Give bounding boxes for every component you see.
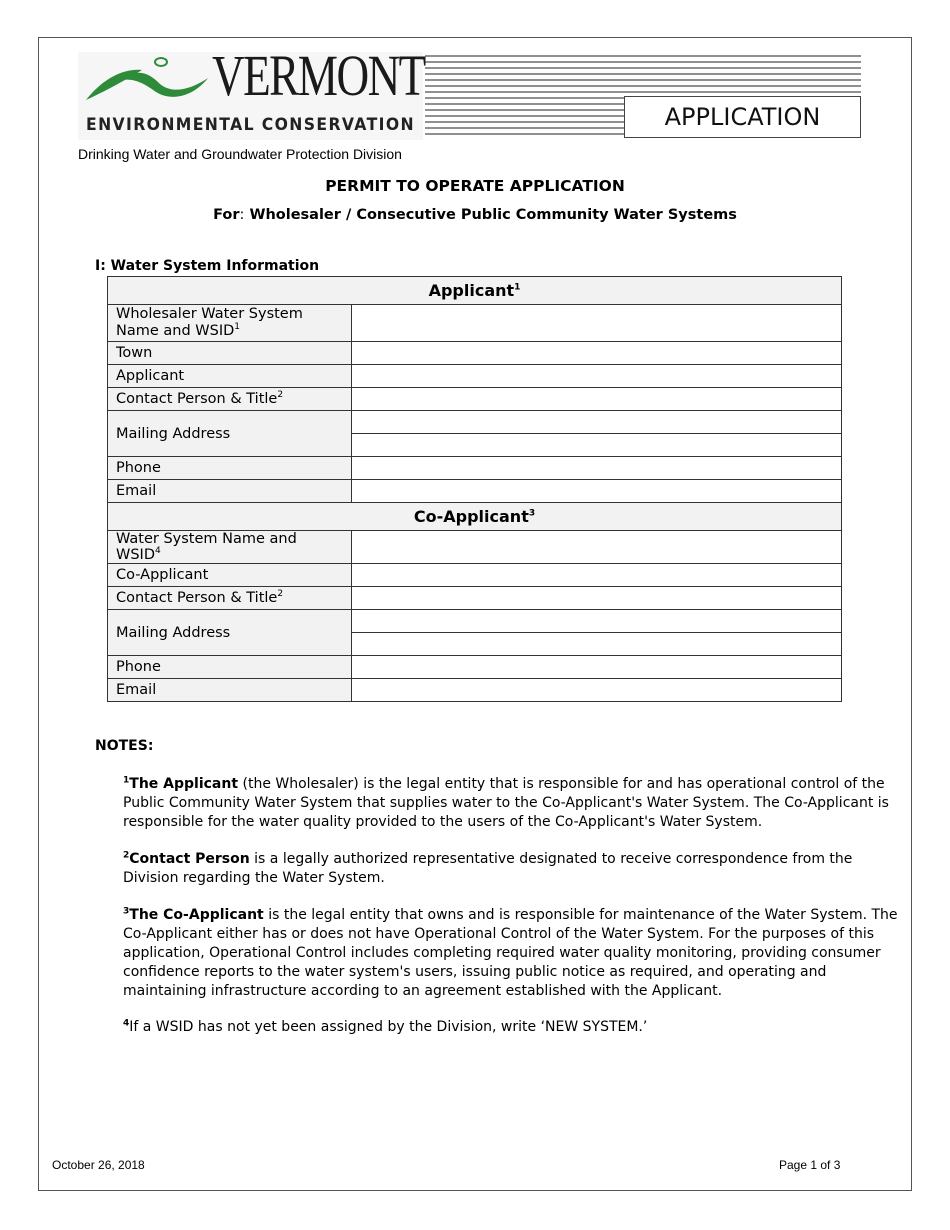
water-system-info-table	[107, 276, 842, 702]
note-wsid	[123, 1018, 898, 1037]
note-term: The Co-Applicant	[129, 907, 264, 923]
note-coapplicant	[123, 906, 898, 1001]
co-system-name-label	[108, 531, 352, 564]
footnote-ref: 4	[154, 546, 161, 557]
footnote-number: 2	[123, 850, 130, 861]
note-applicant	[123, 775, 898, 832]
applicant-field[interactable]	[352, 365, 842, 388]
logo-wordmark: VERMONT	[212, 43, 425, 108]
co-contact-person-field[interactable]	[352, 587, 842, 610]
applicant-heading	[108, 277, 842, 305]
applicant-heading-text: Applicant	[428, 281, 515, 300]
wholesaler-name-label-text: Wholesaler Water System Name and WSID	[116, 306, 303, 339]
note-text: is the legal entity that owns and is responsible for maintenance of the Water System. The Co-Applicant either has or does not have Operational Control of the Water System. For the purposes of this application, Operational Control includes completing required water quality monitoring, providing consumer confidence reports to the water system's users, issuing public notice as required, and operating and maintaining infrastructure according to an agreement established with the Applicant.	[123, 907, 898, 999]
footnote-number: 4	[123, 1018, 130, 1029]
footnote-ref: 2	[277, 589, 284, 600]
coapplicant-heading-text: Co-Applicant	[413, 507, 529, 526]
contact-label-text: Contact Person & Title	[116, 391, 278, 407]
applicant-label: Applicant	[108, 365, 352, 388]
mailing-address-label: Mailing Address	[108, 411, 352, 457]
co-phone-label: Phone	[108, 656, 352, 679]
co-contact-label-text: Contact Person & Title	[116, 590, 278, 606]
division-name: Drinking Water and Groundwater Protection Division	[78, 146, 402, 162]
phone-label: Phone	[108, 457, 352, 480]
co-phone-field[interactable]	[352, 656, 842, 679]
email-label: Email	[108, 480, 352, 503]
coapplicant-heading	[108, 503, 842, 531]
notes-heading: NOTES:	[95, 738, 154, 754]
subtitle-colon: :	[239, 207, 245, 223]
page-title: PERMIT TO OPERATE APPLICATION	[325, 177, 625, 195]
town-label: Town	[108, 342, 352, 365]
footer-page-number: Page 1 of 3	[779, 1158, 841, 1172]
logo-subtitle: ENVIRONMENTAL CONSERVATION	[86, 115, 415, 135]
co-mailing-address-line1-field[interactable]	[352, 610, 842, 633]
co-email-label: Email	[108, 679, 352, 702]
subtitle-prefix: For	[213, 207, 240, 223]
coapplicant-field[interactable]	[352, 564, 842, 587]
note-term: The Applicant	[129, 776, 239, 792]
coapplicant-label: Co-Applicant	[108, 564, 352, 587]
mailing-address-line2-field[interactable]	[352, 434, 842, 457]
mailing-address-line1-field[interactable]	[352, 411, 842, 434]
footnote-ref: 2	[277, 390, 284, 401]
note-text: If a WSID has not yet been assigned by the Division, write ‘NEW SYSTEM.’	[129, 1019, 648, 1035]
footer-date: October 26, 2018	[52, 1158, 145, 1172]
note-term: Contact Person	[129, 851, 250, 867]
footnote-number: 1	[123, 775, 130, 786]
wholesaler-name-field[interactable]	[352, 305, 842, 342]
wholesaler-name-label	[108, 305, 352, 342]
subtitle-text: Wholesaler / Consecutive Public Community Water Systems	[249, 207, 737, 223]
footnote-ref: 1	[234, 322, 240, 333]
co-mailing-address-line2-field[interactable]	[352, 633, 842, 656]
phone-field[interactable]	[352, 457, 842, 480]
application-label-box: APPLICATION	[624, 96, 861, 138]
co-email-field[interactable]	[352, 679, 842, 702]
co-system-name-field[interactable]	[352, 531, 842, 564]
email-field[interactable]	[352, 480, 842, 503]
footnote-ref: 1	[514, 282, 521, 293]
note-text: (the Wholesaler) is the legal entity that is responsible for and has operational control of the Public Community Water System that supplies water to the Co-Applicant's Water System. The Co-Applicant is responsible for the water quality provided to the users of the Co-Applicant's Water System.	[123, 776, 889, 830]
contact-person-field[interactable]	[352, 388, 842, 411]
contact-person-label	[108, 388, 352, 411]
co-mailing-address-label: Mailing Address	[108, 610, 352, 656]
note-contact-person	[123, 850, 898, 888]
vermont-leaf-logo-icon	[82, 54, 212, 104]
co-contact-person-label	[108, 587, 352, 610]
footnote-number: 3	[123, 906, 130, 917]
page-subtitle	[0, 207, 950, 223]
co-system-name-label-text: Water System Name and WSID	[116, 531, 297, 563]
note-text: is a legally authorized representative designated to receive correspondence from the Division regarding the Water System.	[123, 851, 853, 886]
footnote-ref: 3	[528, 508, 536, 519]
section-heading: I: Water System Information	[95, 258, 320, 274]
town-field[interactable]	[352, 342, 842, 365]
